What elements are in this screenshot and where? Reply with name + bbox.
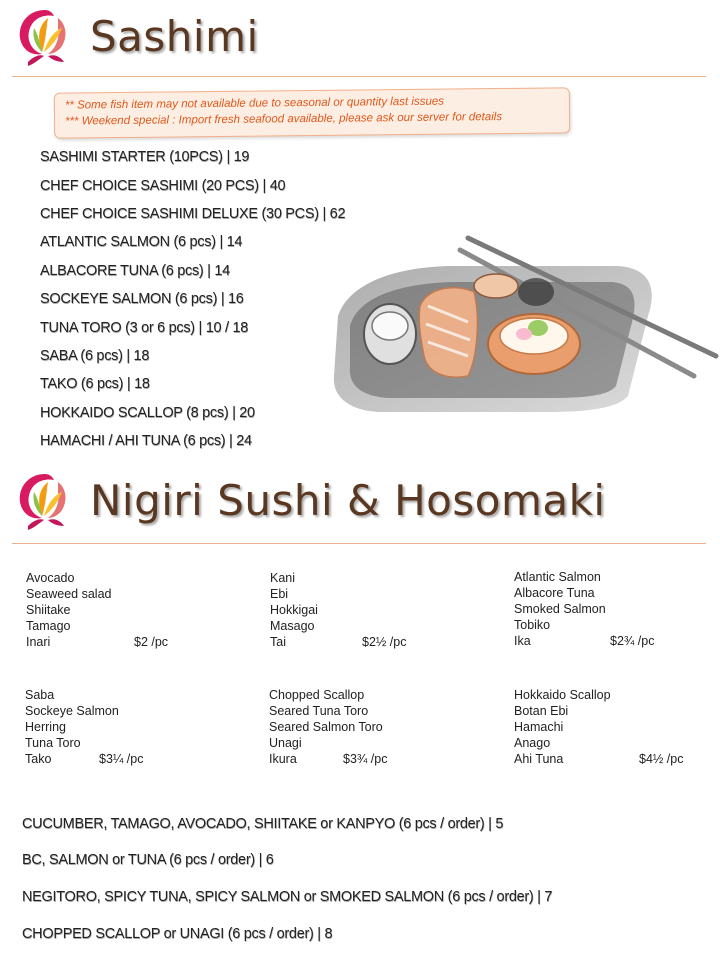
nigiri-item: Ikura: [269, 752, 297, 766]
nigiri-item: Tako: [25, 752, 52, 766]
notice-box: [54, 87, 570, 138]
sashimi-item: ATLANTIC SALMON (6 pcs) | 14: [40, 234, 243, 250]
nigiri-item: Unagi: [269, 736, 302, 750]
nigiri-item: Ebi: [270, 587, 289, 601]
section-divider: [12, 76, 706, 77]
nigiri-item: Hokkigai: [270, 603, 318, 617]
nigiri-item: Seaweed salad: [26, 587, 112, 601]
nigiri-item: Ahi Tuna: [514, 752, 564, 766]
hosomaki-item: BC, SALMON or TUNA (6 pcs / order) | 6: [22, 852, 274, 868]
nigiri-item: Masago: [270, 619, 315, 633]
section-title-sashimi: Sashimi: [90, 12, 259, 61]
sashimi-item: SOCKEYE SALMON (6 pcs) | 16: [40, 291, 244, 307]
nigiri-price: $2 /pc: [134, 635, 169, 649]
sashimi-item: TUNA TORO (3 or 6 pcs) | 10 / 18: [40, 320, 248, 336]
hosomaki-item: CHOPPED SCALLOP or UNAGI (6 pcs / order) | 8: [22, 926, 333, 942]
nigiri-item: Anago: [514, 736, 551, 750]
hosomaki-item: CUCUMBER, TAMAGO, AVOCADO, SHIITAKE or KANPYO (6 pcs / order) | 5: [22, 816, 504, 832]
lotus-flower-logo-icon: [14, 6, 76, 72]
nigiri-item: Smoked Salmon: [514, 602, 606, 616]
nigiri-group-3-75: [269, 687, 439, 767]
sashimi-item: SASHIMI STARTER (10PCS) | 19: [40, 149, 250, 165]
nigiri-item: Saba: [25, 688, 55, 702]
nigiri-item: Tobiko: [514, 618, 551, 632]
nigiri-item: Botan Ebi: [514, 704, 569, 718]
nigiri-item: Shiitake: [26, 603, 71, 617]
nigiri-item: Seared Salmon Toro: [269, 720, 383, 734]
notice-line-seasonal: ** Some fish item may not available due to seasonal or quantity last issues: [64, 95, 445, 112]
nigiri-group-2-75: [514, 569, 684, 649]
nigiri-price: $4½ /pc: [639, 752, 684, 766]
nigiri-price: $3¼ /pc: [99, 752, 144, 766]
nigiri-group-2: [26, 570, 186, 650]
nigiri-item: Seared Tuna Toro: [269, 704, 369, 718]
sashimi-item: TAKO (6 pcs) | 18: [40, 376, 150, 392]
nigiri-item: Ika: [514, 634, 531, 648]
nigiri-price: $2½ /pc: [362, 635, 407, 649]
nigiri-item: Kani: [270, 571, 296, 585]
nigiri-item: Inari: [26, 635, 51, 649]
section-divider: [12, 543, 706, 544]
lotus-flower-logo-icon: [14, 470, 76, 536]
section-title-nigiri: Nigiri Sushi & Hosomaki: [90, 476, 606, 525]
sashimi-item: HAMACHI / AHI TUNA (6 pcs) | 24: [40, 433, 252, 449]
nigiri-price: $2¾ /pc: [610, 634, 655, 648]
nigiri-item: Hokkaido Scallop: [514, 688, 611, 702]
nigiri-price: $3¾ /pc: [343, 752, 388, 766]
nigiri-item: Tuna Toro: [25, 736, 81, 750]
nigiri-item: Chopped Scallop: [269, 688, 365, 702]
nigiri-item: Atlantic Salmon: [514, 570, 601, 584]
sashimi-item: HOKKAIDO SCALLOP (8 pcs) | 20: [40, 405, 255, 421]
hosomaki-item: NEGITORO, SPICY TUNA, SPICY SALMON or SMOKED SALMON (6 pcs / order) | 7: [22, 889, 553, 905]
notice-line-weekend: *** Weekend special : Import fresh seafood available, please ask our server for details: [65, 111, 503, 128]
sashimi-item: ALBACORE TUNA (6 pcs) | 14: [40, 263, 230, 279]
nigiri-group-3-25: [25, 687, 185, 767]
nigiri-item: Tamago: [26, 619, 71, 633]
sushi-platter-with-chopsticks-illustration: [328, 226, 720, 416]
nigiri-group-2-5: [270, 570, 430, 650]
nigiri-item: Herring: [25, 720, 66, 734]
nigiri-group-4-5: [514, 687, 704, 767]
sashimi-item: CHEF CHOICE SASHIMI DELUXE (30 PCS) | 62: [40, 206, 346, 222]
nigiri-item: Tai: [270, 635, 286, 649]
nigiri-item: Albacore Tuna: [514, 586, 595, 600]
nigiri-item: Sockeye Salmon: [25, 704, 119, 718]
nigiri-item: Hamachi: [514, 720, 564, 734]
sashimi-item: CHEF CHOICE SASHIMI (20 PCS) | 40: [40, 178, 286, 194]
sashimi-item: SABA (6 pcs) | 18: [40, 348, 150, 364]
nigiri-item: Avocado: [26, 571, 75, 585]
